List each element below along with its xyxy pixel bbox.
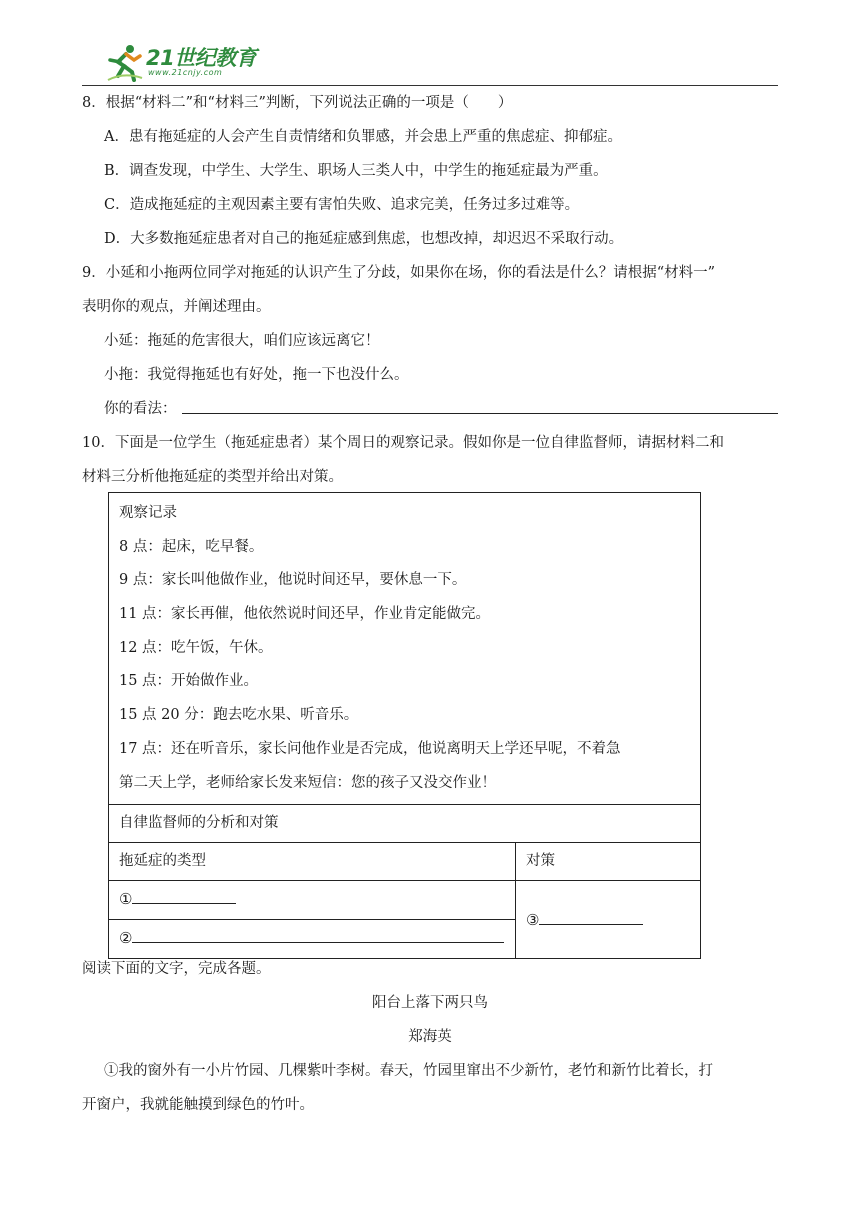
blank-number-3: ③	[526, 911, 540, 930]
type-header: 拖延症的类型	[109, 843, 516, 881]
q9-your-view-label: 你的看法：	[104, 401, 177, 417]
observation-table	[108, 492, 701, 959]
q9-xiaoyan-statement: 小延：拖延的危害很大，咱们应该远离它！	[104, 333, 380, 349]
reading-intro: 阅读下面的文字，完成各题。	[82, 961, 271, 977]
article-author: 郑海英	[408, 1029, 452, 1045]
record-line: 12 点：吃午饭，午休。	[119, 639, 273, 656]
runner-logo-icon	[104, 42, 144, 82]
article-paragraph-1-line1: ①我的窗外有一小片竹园、几棵紫叶李树。春天，竹园里窜出不少新竹，老竹和新竹比着长，打	[104, 1063, 713, 1079]
strategy-blank-cell	[516, 881, 701, 959]
type-answer-line-2[interactable]	[132, 928, 504, 943]
logo-subtext: www.21cnjy.com	[148, 68, 223, 77]
record-line: 15 点 20 分：跑去吃水果、听音乐。	[119, 707, 359, 724]
q9-xiaotuo-statement: 小拖：我觉得拖延也有好处，拖一下也没什么。	[104, 367, 409, 383]
q9-answer-line[interactable]	[182, 413, 778, 414]
type-blank-2-cell	[109, 920, 516, 959]
record-line: 11 点：家长再催，他依然说时间还早，作业肯定能做完。	[119, 606, 491, 623]
logo-text: 21世纪教育	[146, 46, 257, 70]
analysis-title: 自律监督师的分析和对策	[109, 805, 701, 843]
record-line: 17 点：还在听音乐，家长问他作业是否完成，他说离明天上学还早呢，不着急	[119, 740, 621, 757]
q8-option-d: D．大多数拖延症患者对自己的拖延症感到焦虑，也想改掉，却迟迟不采取行动。	[104, 231, 624, 247]
q8-option-b: B．调查发现，中学生、大学生、职场人三类人中，中学生的拖延症最为严重。	[104, 163, 608, 179]
observation-record-title: 观察记录	[119, 505, 177, 521]
article-paragraph-1-line2: 开窗户，我就能触摸到绿色的竹叶。	[82, 1097, 314, 1113]
q8-stem: 8．根据“材料二”和“材料三”判断，下列说法正确的一项是（ ）	[82, 95, 513, 111]
q10-stem-line1: 10．下面是一位学生（拖延症患者）某个周日的观察记录。假如你是一位自律监督师，请据材料二和	[82, 435, 724, 451]
type-answer-line-1[interactable]	[132, 889, 236, 904]
record-line: 9 点：家长叫他做作业，他说时间还早，要休息一下。	[119, 572, 467, 589]
article-title: 阳台上落下两只鸟	[372, 995, 488, 1011]
strategy-header: 对策	[516, 843, 701, 881]
q8-option-c: C．造成拖延症的主观因素主要有害怕失败、追求完美，任务过多过难等。	[104, 197, 580, 213]
q8-option-a: A．患有拖延症的人会产生自责情绪和负罪感，并会患上严重的焦虑症、抑郁症。	[104, 129, 622, 145]
site-logo	[104, 40, 256, 84]
observation-record-cell	[109, 493, 701, 805]
record-line: 15 点：开始做作业。	[119, 673, 259, 690]
blank-number-2: ②	[119, 929, 133, 948]
record-line: 第二天上学，老师给家长发来短信：您的孩子又没交作业！	[119, 774, 496, 791]
q10-stem-line2: 材料三分析他拖延症的类型并给出对策。	[82, 469, 343, 485]
blank-number-1: ①	[119, 890, 133, 909]
type-blank-1-cell	[109, 881, 516, 920]
q9-stem-line2: 表明你的观点，并阐述理由。	[82, 299, 271, 315]
record-line: 8 点：起床，吃早餐。	[119, 538, 264, 555]
page-header	[82, 40, 778, 86]
header-divider	[82, 85, 778, 86]
strategy-answer-line[interactable]	[539, 910, 643, 925]
q9-stem-line1: 9．小延和小拖两位同学对拖延的认识产生了分歧，如果你在场，你的看法是什么？请根据“材料一”	[82, 265, 716, 281]
